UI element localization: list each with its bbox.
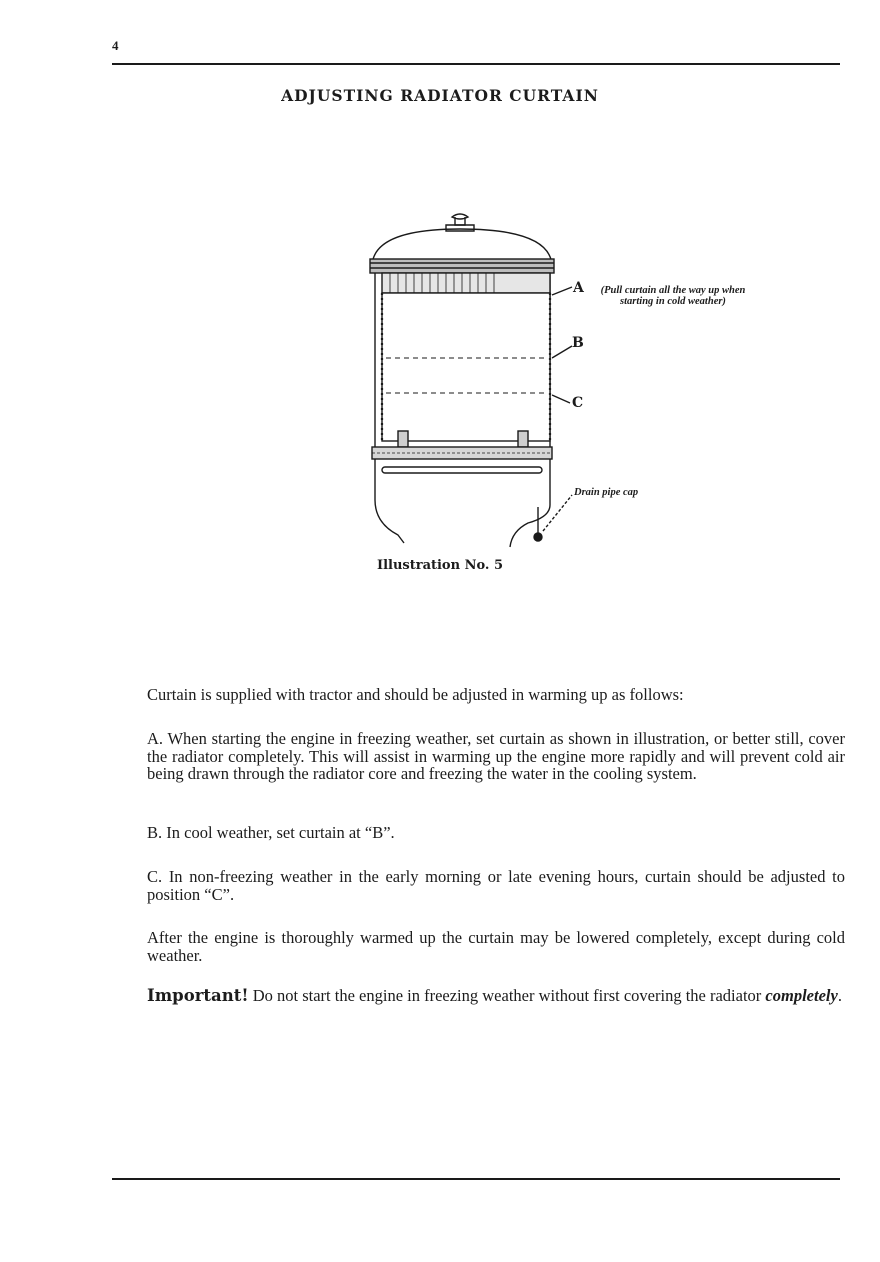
callout-c: C bbox=[572, 395, 584, 411]
bottom-rule bbox=[112, 1178, 840, 1180]
radiator-core bbox=[382, 273, 550, 293]
radiator-illustration bbox=[360, 205, 780, 555]
important-text: Do not start the engine in freezing weather without first covering the radiator bbox=[248, 986, 766, 1005]
step-c-paragraph: C. In non-freezing weather in the early morning or late evening hours, curtain should be adjusted to position “C”. bbox=[147, 867, 845, 904]
filler-cap bbox=[452, 214, 468, 225]
figure-caption: Illustration No. 5 bbox=[376, 558, 504, 573]
callout-b: B bbox=[572, 335, 584, 351]
intro-paragraph: Curtain is supplied with tractor and should be adjusted in warming up as follows: bbox=[147, 685, 684, 704]
callout-a-note: (Pull curtain all the way up when starting in cold weather) bbox=[600, 285, 746, 307]
important-label: Important! bbox=[147, 986, 249, 1005]
callout-drain-pipe-cap: Drain pipe cap bbox=[574, 487, 639, 498]
step-b-paragraph: B. In cool weather, set curtain at “B”. bbox=[147, 823, 395, 842]
callout-a: A bbox=[573, 280, 584, 296]
important-emphasis: completely bbox=[765, 986, 838, 1005]
important-paragraph bbox=[147, 987, 845, 1005]
radiator-drawing bbox=[360, 205, 780, 555]
after-paragraph: After the engine is thoroughly warmed up the curtain may be lowered completely, except during cold weather. bbox=[147, 928, 845, 965]
important-end: . bbox=[837, 986, 842, 1005]
drain-pipe-cap bbox=[534, 533, 542, 541]
page-number: 4 bbox=[112, 38, 119, 53]
top-rule bbox=[112, 63, 840, 65]
step-a-paragraph: A. When starting the engine in freezing weather, set curtain as shown in illustration, or better still, cover the radiator completely. This will assist in warming up the engine more rapidly and will prevent cold air being drawn through the radiator core and freezing the water in the cooling system. bbox=[147, 729, 845, 783]
top-tank bbox=[370, 259, 554, 273]
page-title: ADJUSTING RADIATOR CURTAIN bbox=[281, 86, 599, 105]
radiator-curtain bbox=[382, 293, 550, 441]
